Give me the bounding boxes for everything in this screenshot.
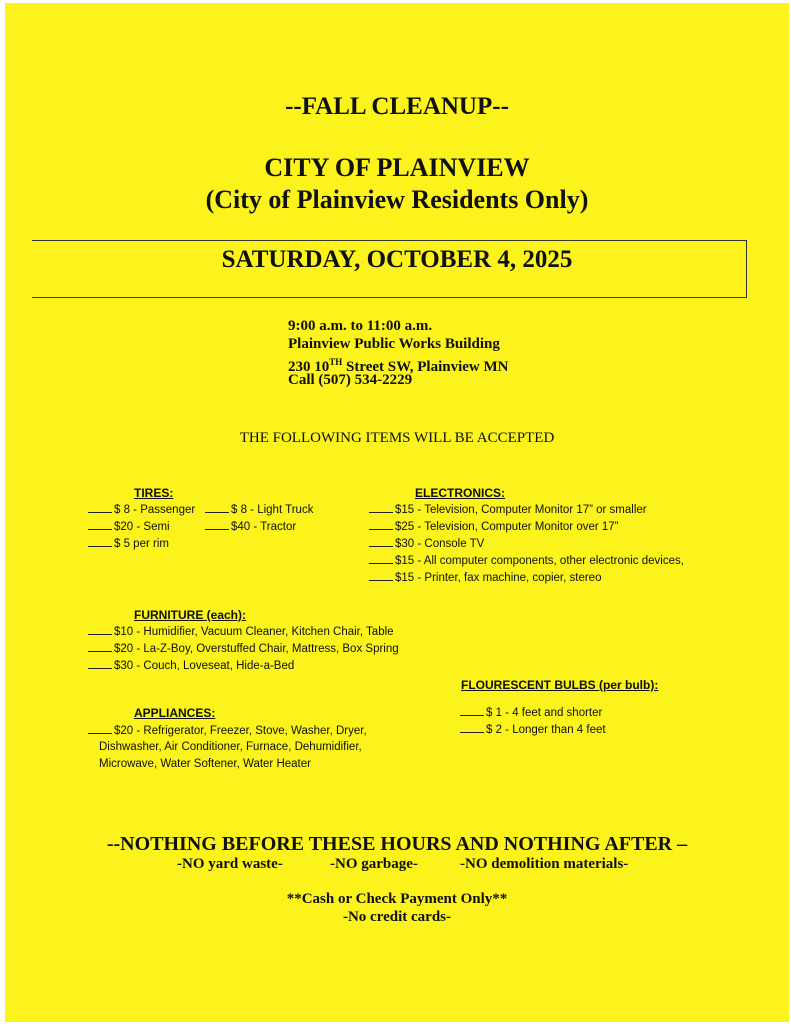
event-date: SATURDAY, OCTOBER 4, 2025 (221, 246, 573, 273)
event-hours: 9:00 a.m. to 11:00 a.m. (288, 318, 433, 334)
list-item: $20 - Semi (88, 520, 170, 533)
payment-note: **Cash or Check Payment Only** (286, 891, 508, 907)
electronics-heading: ELECTRONICS: (415, 486, 505, 500)
no-yard-waste: -NO yard waste- (177, 856, 283, 872)
list-item: $ 8 - Passenger (88, 503, 195, 516)
no-demolition: -NO demolition materials- (460, 856, 629, 872)
hours-rule: --NOTHING BEFORE THESE HOURS AND NOTHING AFTER – (106, 833, 688, 855)
list-item: $15 - Television, Computer Monitor 17” or smaller (369, 503, 647, 516)
list-item: $25 - Television, Computer Monitor over 17” (369, 520, 619, 533)
list-item: $15 - Printer, fax machine, copier, stereo (369, 571, 601, 584)
accepted-heading: THE FOLLOWING ITEMS WILL BE ACCEPTED (239, 430, 555, 446)
residents-note: (City of Plainview Residents Only) (205, 185, 589, 214)
list-item: $15 - All computer components, other electronic devices, (369, 554, 684, 567)
list-item: $20 - Refrigerator, Freezer, Stove, Washer, Dryer, (88, 724, 367, 737)
appliances-heading: APPLIANCES: (134, 706, 216, 720)
event-title: --FALL CLEANUP-- (285, 93, 509, 120)
list-item: $ 1 - 4 feet and shorter (460, 706, 602, 719)
list-item: $30 - Couch, Loveseat, Hide-a-Bed (88, 659, 294, 672)
list-item: $40 - Tractor (205, 520, 296, 533)
city-name: CITY OF PLAINVIEW (264, 153, 530, 182)
event-phone: Call (507) 534-2229 (288, 372, 413, 388)
list-item: $20 - La-Z-Boy, Overstuffed Chair, Mattress, Box Spring (88, 642, 399, 655)
list-item: $30 - Console TV (369, 537, 484, 550)
event-location: Plainview Public Works Building (288, 336, 500, 352)
flyer-page (5, 3, 789, 1022)
event-address: 230 10TH Street SW, Plainview MN (288, 357, 509, 375)
no-garbage: -NO garbage- (330, 856, 418, 872)
furniture-heading: FURNITURE (each): (134, 608, 247, 622)
bulbs-heading: FLOURESCENT BULBS (per bulb): (461, 678, 659, 692)
list-item: $ 5 per rim (88, 537, 169, 550)
list-item: $ 2 - Longer than 4 feet (460, 723, 606, 736)
list-item: $ 8 - Light Truck (205, 503, 313, 516)
list-item-continued: Microwave, Water Softener, Water Heater (99, 758, 311, 770)
tires-heading: TIRES: (134, 486, 174, 500)
list-item: $10 - Humidifier, Vacuum Cleaner, Kitchen Chair, Table (88, 625, 394, 638)
list-item-continued: Dishwasher, Air Conditioner, Furnace, Dehumidifier, (99, 741, 362, 753)
no-credit-note: -No credit cards- (342, 909, 452, 925)
